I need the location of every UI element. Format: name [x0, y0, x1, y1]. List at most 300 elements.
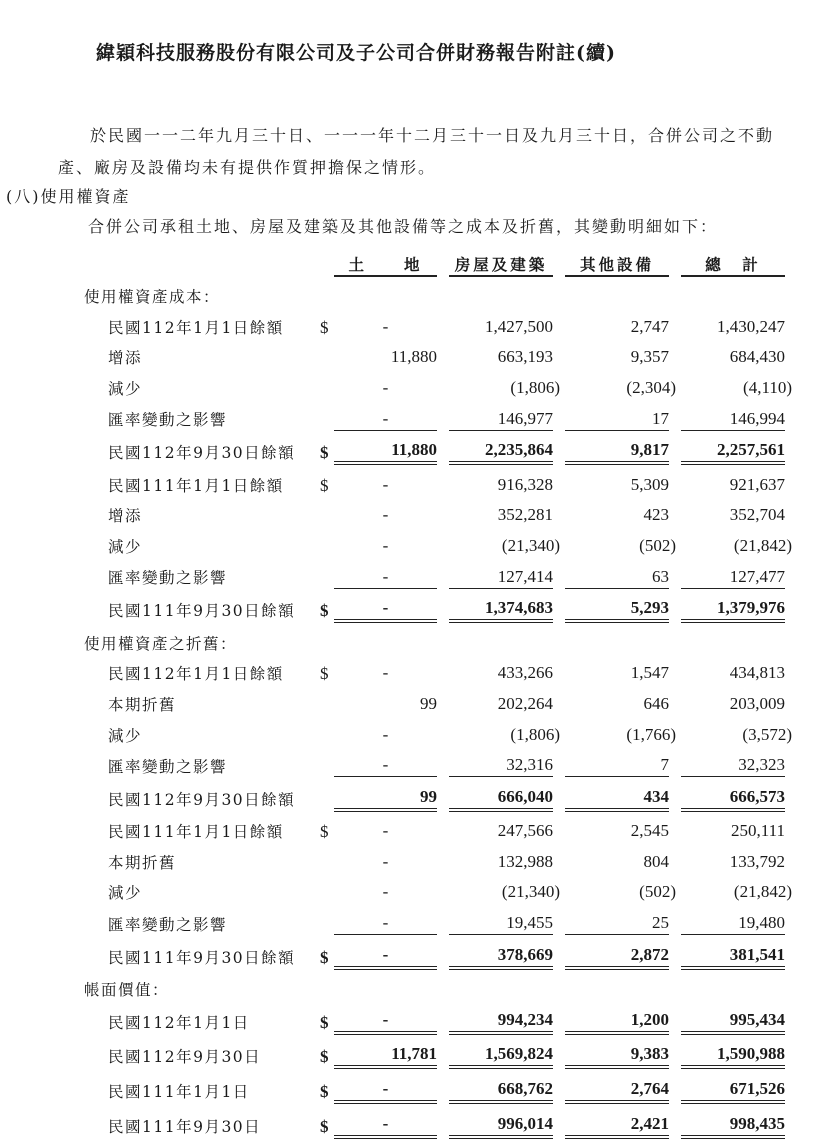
section-heading: (八)使用權資產 [6, 187, 131, 206]
total-value-cell [681, 777, 785, 810]
land-value-cell [334, 777, 437, 810]
column-gap [437, 430, 449, 463]
total-value: 2,257,561 [717, 440, 785, 460]
column-gap [437, 654, 449, 685]
other-equipment-value: 2,747 [630, 316, 669, 336]
land-value: - [382, 851, 389, 871]
total-value: 127,477 [729, 566, 785, 586]
total-value: 352,704 [729, 505, 785, 525]
building-value-cell [449, 746, 553, 777]
other-equipment-value: 2,545 [630, 821, 669, 841]
building-value-cell [449, 935, 553, 968]
other-equipment-value: 423 [643, 505, 669, 525]
building-value: 1,427,500 [485, 316, 553, 336]
other-equipment-value-cell [565, 496, 669, 527]
column-gap [669, 684, 681, 715]
column-gap [669, 557, 681, 588]
other-equipment-value: 25 [652, 913, 669, 933]
column-gap [553, 557, 565, 588]
other-equipment-value-cell [565, 810, 669, 843]
column-gap [437, 526, 449, 557]
building-value-cell [449, 654, 553, 685]
table-row [84, 1067, 785, 1102]
table-row [84, 684, 785, 715]
other-equipment-value-cell [565, 368, 676, 399]
other-equipment-value: (502) [639, 882, 676, 902]
total-value-cell [681, 935, 785, 968]
row-label: 民國112年1月1日 [108, 1013, 250, 1032]
total-value: 998,435 [729, 1113, 785, 1133]
row-label: 匯率變動之影響 [108, 411, 228, 430]
column-gap [437, 463, 449, 496]
total-value-cell [681, 654, 785, 685]
other-equipment-value-cell [565, 1102, 669, 1137]
other-equipment-value-cell [565, 338, 669, 369]
column-gap [437, 873, 449, 904]
building-value: (21,340) [501, 535, 560, 555]
land-value: - [382, 1113, 389, 1133]
other-equipment-value-cell [565, 588, 669, 621]
currency-symbol [320, 873, 334, 904]
table-row [84, 873, 785, 904]
building-value-cell [449, 873, 560, 904]
other-equipment-value-cell [565, 873, 676, 904]
row-label: 減少 [108, 884, 143, 903]
column-header-building: 房屋及建築 [449, 244, 553, 276]
total-value: (21,842) [733, 535, 792, 555]
land-value: - [382, 755, 389, 775]
row-label: 民國111年1月1日 [108, 1083, 250, 1102]
total-value: 203,009 [729, 693, 785, 713]
currency-symbol [320, 684, 334, 715]
building-value-cell [449, 903, 553, 934]
land-value: - [382, 377, 389, 397]
land-value: - [382, 566, 389, 586]
currency-symbol [320, 338, 334, 369]
table-section-heading: 使用權資產成本： [84, 288, 221, 307]
land-value: - [382, 474, 389, 494]
table-row [84, 715, 785, 746]
column-header-row [84, 244, 785, 276]
land-value-cell [334, 1033, 437, 1068]
building-value: 666,040 [497, 786, 553, 806]
land-value: - [382, 598, 389, 618]
column-gap [553, 684, 565, 715]
total-value: 684,430 [729, 347, 785, 367]
total-value: 19,480 [738, 913, 785, 933]
column-gap [437, 903, 449, 934]
land-value: - [382, 663, 389, 683]
total-value-cell [681, 1067, 785, 1102]
column-gap [437, 746, 449, 777]
building-value: 19,455 [506, 913, 553, 933]
table-row [84, 935, 785, 968]
other-equipment-value: (502) [639, 535, 676, 555]
total-value-cell [681, 810, 785, 843]
column-gap [553, 338, 565, 369]
column-gap [669, 810, 681, 843]
column-gap [437, 557, 449, 588]
other-equipment-value: 1,547 [630, 663, 669, 683]
building-value-cell [449, 496, 553, 527]
column-gap [553, 777, 565, 810]
other-equipment-value-cell [565, 1033, 669, 1068]
land-value-cell [334, 684, 437, 715]
land-value-cell [334, 368, 437, 399]
currency-symbol: $ [320, 947, 329, 967]
column-gap [669, 338, 681, 369]
building-value: 994,234 [497, 1009, 553, 1029]
land-value-cell [334, 338, 437, 369]
total-value-cell [681, 307, 785, 338]
building-value-cell [449, 430, 553, 463]
column-gap [669, 777, 681, 810]
column-gap [553, 1102, 565, 1137]
land-value-cell [334, 1067, 437, 1102]
total-value-cell [681, 1033, 785, 1068]
table-row [84, 842, 785, 873]
column-gap [437, 1102, 449, 1137]
table-row [84, 557, 785, 588]
row-label: 民國111年9月30日餘額 [108, 602, 296, 621]
total-value: 434,813 [729, 663, 785, 683]
total-value-cell [681, 715, 792, 746]
total-value-cell [681, 399, 785, 430]
column-gap [553, 1067, 565, 1102]
column-gap [437, 368, 449, 399]
building-value: (1,806) [510, 377, 560, 397]
total-value-cell [681, 842, 785, 873]
other-equipment-value: (2,304) [626, 377, 676, 397]
building-value-cell [449, 715, 560, 746]
land-value: - [382, 535, 389, 555]
other-equipment-value-cell [565, 777, 669, 810]
currency-symbol [320, 903, 334, 934]
section-intro: 合併公司承租土地、房屋及建築及其他設備等之成本及折舊，其變動明細如下： [88, 217, 719, 236]
other-equipment-value-cell [565, 1000, 669, 1033]
building-value-cell [449, 777, 553, 810]
column-gap [669, 307, 681, 338]
currency-symbol: $ [320, 317, 329, 337]
column-gap [437, 1000, 449, 1033]
other-equipment-value: 63 [652, 566, 669, 586]
total-value: (4,110) [743, 377, 792, 397]
other-equipment-value: 804 [643, 851, 669, 871]
land-value: 11,880 [391, 440, 437, 460]
total-value: 146,994 [729, 408, 785, 428]
other-equipment-value-cell [565, 1067, 669, 1102]
other-equipment-value: 7 [660, 755, 669, 775]
column-gap [669, 588, 681, 621]
row-label: 民國111年9月30日餘額 [108, 948, 296, 967]
currency-symbol [320, 496, 334, 527]
table-row [84, 496, 785, 527]
other-equipment-value: 2,421 [630, 1113, 669, 1133]
building-value: 202,264 [497, 693, 553, 713]
currency-symbol: $ [320, 601, 329, 621]
building-value-cell [449, 1000, 553, 1033]
column-gap [553, 810, 565, 843]
other-equipment-value-cell [565, 903, 669, 934]
building-value: 132,988 [497, 851, 553, 871]
land-value: - [382, 821, 389, 841]
building-value: 146,977 [497, 408, 553, 428]
other-equipment-value-cell [565, 557, 669, 588]
other-equipment-value-cell [565, 654, 669, 685]
column-gap [553, 842, 565, 873]
column-gap [669, 1067, 681, 1102]
right-of-use-assets-table [84, 244, 792, 1139]
pledge-paragraph-text: 於民國一一二年九月三十日、一一一年十二月三十一日及九月三十日，合併公司之不動產、廠房及設備均未有提供作質押擔保之情形。 [58, 126, 775, 177]
building-value-cell [449, 526, 560, 557]
currency-symbol [320, 526, 334, 557]
building-value: 2,235,864 [485, 440, 553, 460]
land-value-cell [334, 842, 437, 873]
other-equipment-value-cell [565, 935, 669, 968]
currency-symbol: $ [320, 664, 329, 684]
column-gap [553, 903, 565, 934]
other-equipment-value: 5,309 [630, 474, 669, 494]
total-value-cell [681, 338, 785, 369]
table-row [84, 903, 785, 934]
total-value-cell [681, 903, 785, 934]
other-equipment-value: 9,357 [630, 347, 669, 367]
currency-symbol [320, 715, 334, 746]
building-value: 352,281 [497, 505, 553, 525]
currency-symbol [320, 746, 334, 777]
other-equipment-value: 2,872 [630, 944, 669, 964]
pledge-paragraph [58, 120, 798, 184]
row-label: 匯率變動之影響 [108, 915, 228, 934]
column-gap [669, 399, 681, 430]
building-value: (1,806) [510, 724, 560, 744]
other-equipment-value: 9,817 [630, 440, 669, 460]
total-value: 921,637 [729, 474, 785, 494]
column-gap [437, 935, 449, 968]
table-row [84, 1000, 785, 1033]
land-value-cell [334, 496, 437, 527]
land-value-cell [334, 588, 437, 621]
row-label: 民國112年1月1日餘額 [108, 318, 284, 337]
total-value: 133,792 [729, 851, 785, 871]
total-value: 32,323 [738, 755, 785, 775]
row-label: 民國112年9月30日餘額 [108, 444, 296, 463]
building-value: 668,762 [497, 1079, 553, 1099]
building-value-cell [449, 463, 553, 496]
building-value-cell [449, 368, 560, 399]
column-gap [553, 654, 565, 685]
land-value: - [382, 882, 389, 902]
currency-symbol: $ [320, 1047, 329, 1067]
land-value: - [382, 1009, 389, 1029]
column-gap [437, 338, 449, 369]
land-value: - [382, 913, 389, 933]
land-value: - [382, 316, 389, 336]
land-value-cell [334, 399, 437, 430]
column-gap [437, 777, 449, 810]
total-value-cell [681, 526, 792, 557]
land-value-cell [334, 463, 437, 496]
total-value: 1,590,988 [717, 1044, 785, 1064]
column-gap [669, 496, 681, 527]
row-label: 減少 [108, 379, 143, 398]
table-section-heading: 使用權資產之折舊： [84, 634, 238, 653]
land-value-cell [334, 654, 437, 685]
table-row [84, 654, 785, 685]
column-gap [553, 496, 565, 527]
building-value: 127,414 [497, 566, 553, 586]
land-value-cell [334, 746, 437, 777]
building-value-cell [449, 588, 553, 621]
land-value: 99 [420, 786, 437, 806]
total-value: 995,434 [729, 1009, 785, 1029]
other-equipment-value: 646 [643, 693, 669, 713]
other-equipment-value-cell [565, 842, 669, 873]
other-equipment-value-cell [565, 399, 669, 430]
table-row [84, 399, 785, 430]
table-row [84, 368, 785, 399]
other-equipment-value-cell [565, 526, 676, 557]
table-row [84, 810, 785, 843]
column-gap [669, 430, 681, 463]
column-header-other-equipment: 其他設備 [565, 244, 669, 276]
other-equipment-value: 2,764 [630, 1079, 669, 1099]
column-gap [437, 842, 449, 873]
column-gap [669, 842, 681, 873]
column-gap [437, 715, 449, 746]
section-heading-row [84, 276, 785, 308]
land-value-cell [334, 873, 437, 904]
table-row [84, 526, 785, 557]
table-row [84, 588, 785, 621]
row-label: 匯率變動之影響 [108, 757, 228, 776]
currency-symbol: $ [320, 822, 329, 842]
row-label: 民國111年1月1日餘額 [108, 476, 284, 495]
table-row [84, 746, 785, 777]
land-value: 11,880 [390, 347, 437, 367]
column-gap [553, 1033, 565, 1068]
land-value: - [382, 1079, 389, 1099]
total-value: 666,573 [729, 786, 785, 806]
land-value-cell [334, 1000, 437, 1033]
column-gap [553, 588, 565, 621]
table-row [84, 307, 785, 338]
land-value: - [382, 944, 389, 964]
row-label: 民國112年9月30日 [108, 1048, 262, 1067]
building-value-cell [449, 307, 553, 338]
land-value-cell [334, 1102, 437, 1137]
currency-symbol [320, 842, 334, 873]
building-value-cell [449, 338, 553, 369]
total-value-cell [681, 557, 785, 588]
building-value-cell [449, 1033, 553, 1068]
column-gap [437, 810, 449, 843]
total-value-cell [681, 1000, 785, 1033]
column-gap [437, 496, 449, 527]
land-value: 99 [420, 693, 437, 713]
column-gap [553, 746, 565, 777]
currency-symbol: $ [320, 443, 329, 463]
column-gap [669, 746, 681, 777]
land-value-cell [334, 526, 437, 557]
building-value: 663,193 [497, 347, 553, 367]
table-row [84, 1102, 785, 1137]
building-value: 996,014 [497, 1113, 553, 1133]
building-value: 378,669 [497, 944, 553, 964]
building-value-cell [449, 684, 553, 715]
row-label: 本期折舊 [108, 695, 177, 714]
currency-symbol [320, 368, 334, 399]
column-gap [669, 1000, 681, 1033]
building-value-cell [449, 557, 553, 588]
other-equipment-value-cell [565, 715, 676, 746]
currency-symbol [320, 557, 334, 588]
column-gap [669, 463, 681, 496]
column-gap [669, 935, 681, 968]
section-heading-row [84, 968, 785, 1001]
currency-symbol: $ [320, 1116, 329, 1136]
building-value: 32,316 [506, 755, 553, 775]
building-value: 916,328 [497, 474, 553, 494]
currency-symbol [320, 777, 334, 810]
section-heading-row [84, 621, 785, 654]
land-value-cell [334, 935, 437, 968]
building-value: 433,266 [497, 663, 553, 683]
building-value: (21,340) [501, 882, 560, 902]
table-row [84, 430, 785, 463]
row-label: 減少 [108, 726, 143, 745]
total-value: 1,379,976 [717, 598, 785, 618]
row-label: 民國111年1月1日餘額 [108, 823, 284, 842]
total-value-cell [681, 588, 785, 621]
land-value-cell [334, 307, 437, 338]
currency-symbol: $ [320, 475, 329, 495]
column-gap [437, 307, 449, 338]
column-gap [437, 684, 449, 715]
column-header-total: 總 計 [681, 244, 785, 276]
building-value: 1,569,824 [485, 1044, 553, 1064]
other-equipment-value: 1,200 [630, 1009, 669, 1029]
other-equipment-value-cell [565, 746, 669, 777]
land-value: - [382, 724, 389, 744]
currency-symbol: $ [320, 1012, 329, 1032]
building-value-cell [449, 842, 553, 873]
other-equipment-value-cell [565, 307, 669, 338]
currency-symbol [320, 399, 334, 430]
column-gap [553, 430, 565, 463]
building-value-cell [449, 810, 553, 843]
table-row [84, 463, 785, 496]
other-equipment-value: 17 [652, 408, 669, 428]
land-value-cell [334, 810, 437, 843]
column-gap [669, 903, 681, 934]
table-row [84, 777, 785, 810]
column-gap [437, 1067, 449, 1102]
total-value: 381,541 [729, 944, 785, 964]
column-gap [669, 1102, 681, 1137]
column-gap [669, 1033, 681, 1068]
table-section-heading: 帳面價值： [84, 981, 170, 1000]
column-gap [553, 1000, 565, 1033]
total-value-cell [681, 1102, 785, 1137]
currency-symbol: $ [320, 1082, 329, 1102]
total-value-cell [681, 684, 785, 715]
table-row [84, 338, 785, 369]
column-gap [669, 654, 681, 685]
column-gap [553, 463, 565, 496]
table-row [84, 1033, 785, 1068]
building-value-cell [449, 1102, 553, 1137]
